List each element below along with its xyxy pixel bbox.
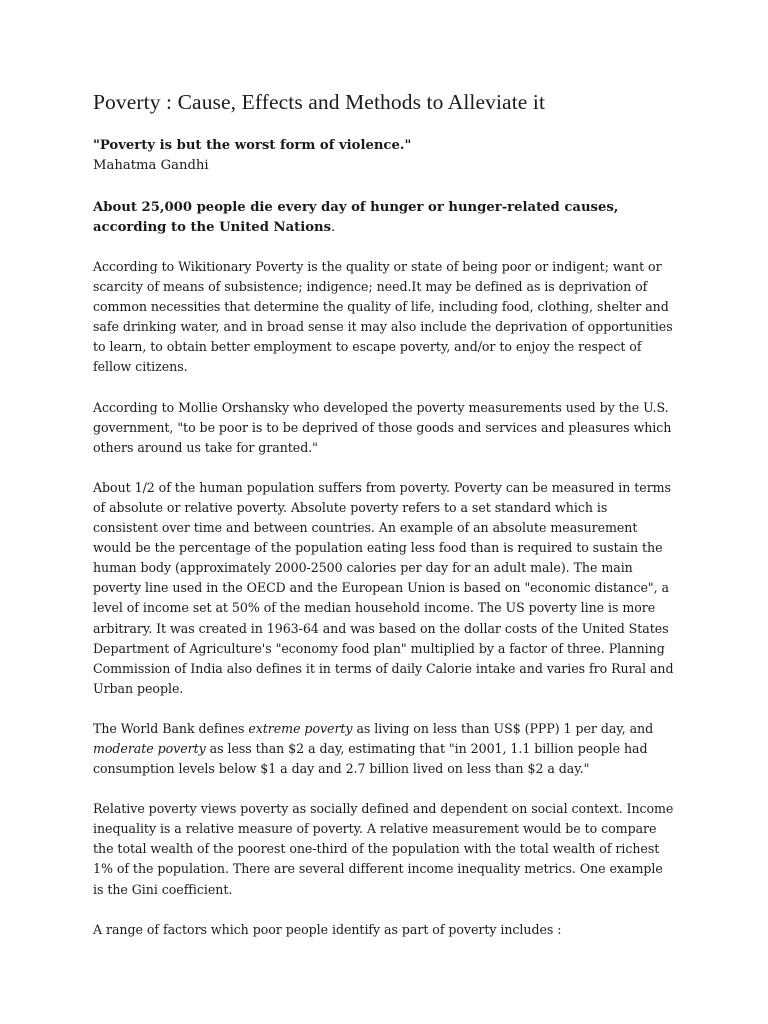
document-page bbox=[93, 88, 675, 960]
extreme-poverty-term: extreme poverty bbox=[248, 720, 353, 736]
world-bank-text-c: as less than $2 a day, estimating that "in 2001, 1.1 billion people had consumption levels below $1 a day and 2.7 billion lived on less than $2 a day." bbox=[93, 740, 648, 777]
paragraph-measurement: About 1/2 of the human population suffers from poverty. Poverty can be measured in terms of absolute or relative poverty. Absolute poverty refers to a set standard which is consistent over time and between countries. An example of an absolute measurement would be the percentage of the population eating less food than is required to sustain the human body (approximately 2000-2500 calories per day for an adult male). The main poverty line used in the OECD and the European Union is based on "economic distance", a level of income set at 50% of the median household income. The US poverty line is more arbitrary. It was created in 1963-64 and was based on the dollar costs of the United States Department of Agriculture's "economy food plan" multiplied by a factor of three. Planning Commission of India also defines it in terms of daily Calorie intake and varies fro Rural and Urban people. bbox=[93, 479, 674, 696]
paragraph-orshansky: According to Mollie Orshansky who developed the poverty measurements used by the U.S. government, "to be poor is to be deprived of those goods and services and pleasures which others around us take for granted." bbox=[93, 399, 672, 455]
quote-author: Mahatma Gandhi bbox=[93, 158, 209, 173]
quote-text: "Poverty is but the worst form of violence." bbox=[93, 138, 412, 153]
un-statistic-end: . bbox=[331, 220, 336, 235]
quote-block bbox=[93, 136, 675, 176]
paragraph-world-bank bbox=[93, 719, 675, 779]
world-bank-text-b: as living on less than US$ (PPP) 1 per day, and bbox=[352, 720, 654, 736]
world-bank-text-a: The World Bank defines bbox=[93, 720, 249, 736]
un-statistic bbox=[93, 198, 675, 238]
paragraph-relative-poverty: Relative poverty views poverty as socially defined and dependent on social context. Income inequality is a relative measure of poverty. A relative measurement would be to compare the total wealth of the poorest one-third of the population with the total wealth of richest 1% of the population. There are several different income inequality metrics. One example is the Gini coefficient. bbox=[93, 801, 674, 897]
paragraph-factors: A range of factors which poor people identify as part of poverty includes : bbox=[93, 921, 562, 937]
paragraph-definition: According to Wikitionary Poverty is the quality or state of being poor or indigent; want or scarcity of means of subsistence; indigence; need.It may be defined as is deprivation of common necessities that determine the quality of life, including food, clothing, shelter and safe drinking water, and in broad sense it may also include the deprivation of opportunities to learn, to obtain better employment to escape poverty, and/or to enjoy the respect of fellow citizens. bbox=[93, 259, 673, 375]
un-statistic-text: About 25,000 people die every day of hunger or hunger-related causes, according to the United Nations bbox=[93, 200, 619, 235]
page-title: Poverty : Cause, Effects and Methods to Alleviate it bbox=[93, 90, 546, 114]
moderate-poverty-term: moderate poverty bbox=[93, 740, 206, 756]
